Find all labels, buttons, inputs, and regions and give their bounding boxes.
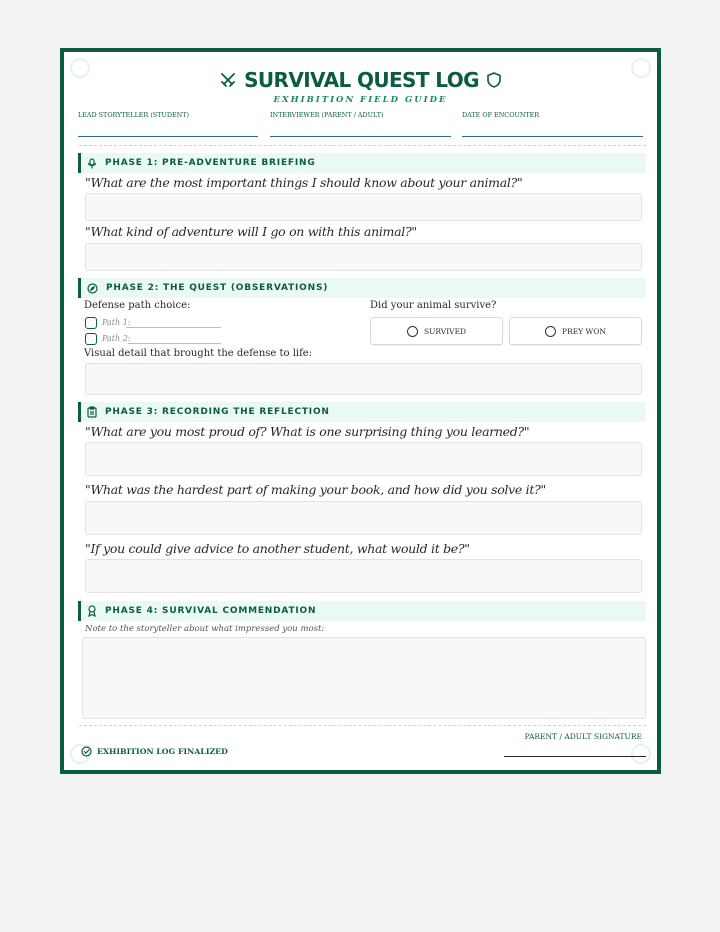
quest-log-sheet	[60, 48, 661, 774]
log-finalized-label: EXHIBITION LOG FINALIZED	[97, 747, 228, 756]
phase-1-header	[78, 153, 646, 173]
phase-3-question-3: "If you could give advice to another student, what would it be?"	[85, 541, 470, 556]
page-subtitle: EXHIBITION FIELD GUIDE	[273, 95, 448, 105]
phase-1-answer-1[interactable]	[85, 193, 642, 221]
commendation-answer[interactable]	[82, 637, 646, 719]
log-header	[64, 66, 657, 105]
date-label: DATE OF ENCOUNTER	[462, 111, 540, 119]
phase-3-answer-1[interactable]	[85, 442, 642, 476]
interviewer-name-field[interactable]	[270, 136, 451, 137]
phase-1-label: PHASE 1: PRE-ADVENTURE BRIEFING	[105, 158, 316, 168]
interviewer-name-label: INTERVIEWER (PARENT / ADULT)	[270, 111, 384, 119]
section-divider	[79, 145, 646, 146]
compass-icon	[87, 283, 98, 294]
prey-won-option-label: PREY WON	[562, 326, 606, 336]
visual-detail-label: Visual detail that brought the defense to life:	[84, 348, 313, 359]
corner-ornament	[631, 744, 651, 764]
defense-path-label: Defense path choice:	[84, 300, 191, 311]
path-2-checkbox[interactable]	[85, 333, 97, 345]
path-1-line[interactable]	[126, 327, 221, 328]
phase-3-question-1: "What are you most proud of? What is one surprising thing you learned?"	[85, 424, 530, 439]
visual-detail-answer[interactable]	[85, 363, 642, 395]
survived-radio[interactable]	[407, 326, 418, 337]
student-name-label: LEAD STORYTELLER (STUDENT)	[78, 111, 189, 119]
phase-2-header	[78, 278, 646, 298]
phase-1-question-1: "What are the most important things I should know about your animal?"	[85, 175, 523, 190]
prey-won-option[interactable]	[509, 317, 642, 345]
phase-3-answer-3[interactable]	[85, 559, 642, 593]
award-icon	[87, 605, 97, 617]
microphone-icon	[87, 158, 97, 169]
phase-4-header	[78, 601, 646, 621]
phase-3-header	[78, 402, 646, 422]
phase-3-label: PHASE 3: RECORDING THE REFLECTION	[105, 407, 330, 417]
shield-icon	[487, 72, 501, 88]
phase-3-answer-2[interactable]	[85, 501, 642, 535]
student-name-field[interactable]	[78, 136, 258, 137]
signature-line[interactable]	[504, 756, 646, 757]
path-1-label: Path 1:	[102, 318, 131, 327]
commendation-note-label: Note to the storyteller about what impressed you most:	[85, 624, 325, 634]
survived-option[interactable]	[370, 317, 503, 345]
survived-option-label: SURVIVED	[423, 326, 467, 336]
phase-1-question-2: "What kind of adventure will I go on with this animal?"	[85, 224, 417, 239]
date-field[interactable]	[462, 136, 643, 137]
phase-3-question-2: "What was the hardest part of making your book, and how did you solve it?"	[85, 482, 546, 497]
survive-question-label: Did your animal survive?	[370, 300, 497, 311]
path-1-checkbox[interactable]	[85, 317, 97, 329]
footer-divider	[79, 725, 646, 726]
prey-won-radio[interactable]	[545, 326, 556, 337]
page-title: SURVIVAL QUEST LOG	[244, 68, 479, 92]
check-circle-icon	[81, 746, 92, 757]
path-2-line[interactable]	[128, 343, 221, 344]
crossed-swords-icon	[220, 72, 236, 88]
phase-4-label: PHASE 4: SURVIVAL COMMENDATION	[105, 606, 317, 616]
clipboard-icon	[87, 406, 97, 418]
log-finalized-row	[81, 746, 228, 757]
phase-1-answer-2[interactable]	[85, 243, 642, 271]
path-2-label: Path 2:	[102, 334, 131, 343]
signature-label: PARENT / ADULT SIGNATURE	[524, 732, 642, 741]
phase-2-label: PHASE 2: THE QUEST (OBSERVATIONS)	[106, 283, 329, 293]
